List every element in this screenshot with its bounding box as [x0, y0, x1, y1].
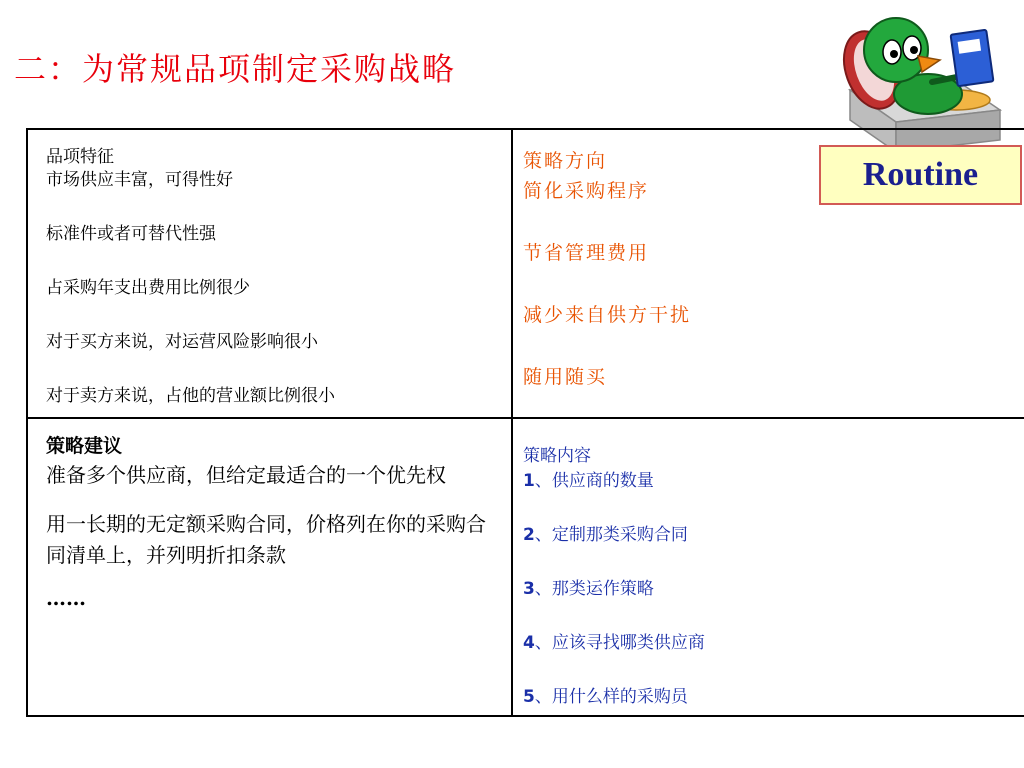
- direction-item: 简化采购程序: [523, 180, 650, 202]
- item-number: 3: [523, 579, 535, 599]
- characteristic-item: 市场供应丰富，可得性好: [46, 170, 233, 190]
- item-number: 2: [523, 525, 535, 545]
- direction-item: 节省管理费用: [523, 242, 650, 264]
- suggestion-paragraph: 用一长期的无定额采购合同，价格列在你的采购合同清单上，并列明折扣条款: [46, 512, 486, 567]
- item-text: 、应该寻找哪类供应商: [534, 633, 705, 653]
- item-text: 、定制那类采购合同: [534, 525, 688, 545]
- suggestion-paragraph: 准备多个供应商，但给定最适合的一个优先权: [46, 463, 446, 487]
- characteristic-item: 对于买方来说，对运营风险影响很小: [46, 332, 318, 352]
- item-text: 、那类运作策略: [534, 579, 654, 599]
- content-heading: 策略内容: [523, 446, 591, 466]
- characteristic-item: 对于卖方来说，占他的营业额比例很小: [46, 386, 335, 406]
- slide-title: 二：为常规品项制定采购战略: [14, 50, 457, 88]
- characteristics-heading: 品项特征: [46, 147, 114, 167]
- direction-item: 减少来自供方干扰: [523, 304, 692, 326]
- content-item: [523, 523, 1003, 548]
- suggestion-heading: 策略建议: [46, 435, 123, 457]
- characteristic-item: 标准件或者可替代性强: [46, 224, 216, 244]
- content-item: [523, 577, 1003, 602]
- strategy-direction-cell: [523, 146, 803, 392]
- item-number: 5: [523, 687, 535, 707]
- strategy-content-cell: [523, 444, 1003, 710]
- content-item: [523, 469, 1003, 494]
- direction-heading: 策略方向: [523, 150, 608, 172]
- direction-item: 随用随买: [523, 366, 608, 388]
- ellipsis: ……: [46, 586, 86, 610]
- characteristic-item: 占采购年支出费用比例很少: [46, 278, 250, 298]
- strategy-suggestion-cell: [46, 432, 496, 613]
- table-vertical-divider: [511, 128, 513, 717]
- item-number: 4: [523, 633, 535, 653]
- item-text: 、用什么样的采购员: [534, 687, 688, 707]
- table-horizontal-divider: [26, 417, 1024, 419]
- routine-badge: Routine: [819, 145, 1022, 205]
- item-text: 、供应商的数量: [534, 471, 654, 491]
- content-item: [523, 685, 1003, 710]
- item-number: 1: [523, 471, 535, 491]
- content-item: [523, 631, 1003, 656]
- item-characteristics-cell: [46, 146, 506, 408]
